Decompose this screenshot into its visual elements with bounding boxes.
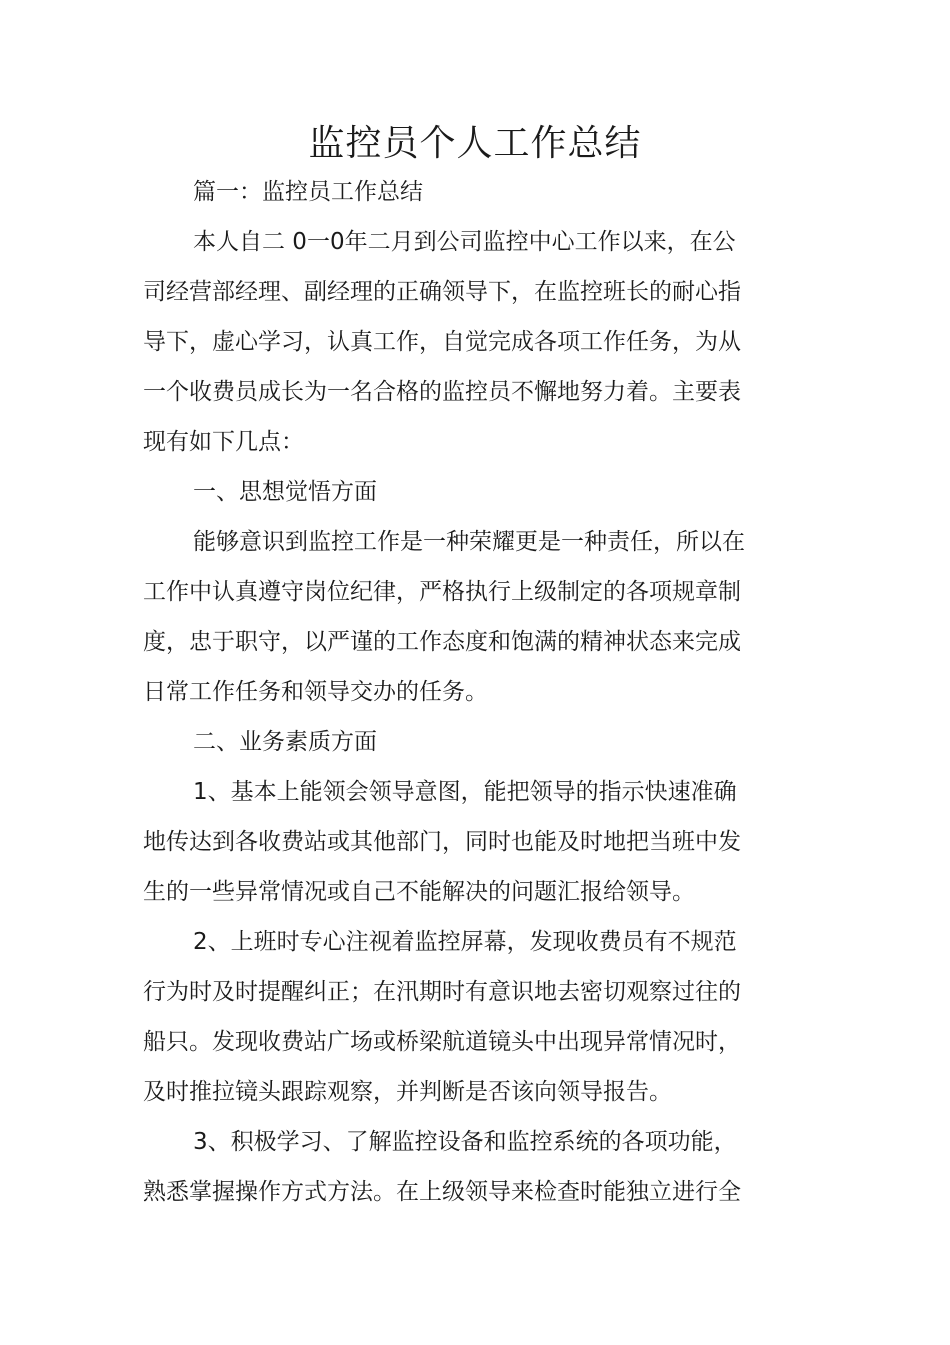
paragraph-line: 生的一些异常情况或自己不能解决的问题汇报给领导。 — [143, 879, 695, 905]
paragraph-line: 3、积极学习、了解监控设备和监控系统的各项功能， — [193, 1129, 737, 1155]
paragraph-line: 地传达到各收费站或其他部门，同时也能及时地把当班中发 — [143, 829, 741, 855]
paragraph-line: 1、基本上能领会领导意图，能把领导的指示快速准确 — [193, 779, 737, 805]
paragraph-line: 现有如下几点： — [143, 429, 304, 455]
paragraph-line: 工作中认真遵守岗位纪律，严格执行上级制定的各项规章制 — [143, 579, 741, 605]
section-heading: 篇一：监控员工作总结 — [193, 179, 423, 205]
paragraph-line: 熟悉掌握操作方式方法。在上级领导来检查时能独立进行全 — [143, 1179, 741, 1205]
paragraph-line: 导下，虚心学习，认真工作，自觉完成各项工作任务，为从 — [143, 329, 741, 355]
section-heading: 二、业务素质方面 — [193, 729, 377, 755]
paragraph-line: 2、上班时专心注视着监控屏幕，发现收费员有不规范 — [193, 929, 737, 955]
paragraph-line: 本人自二 0一0年二月到公司监控中心工作以来，在公 — [193, 229, 736, 255]
paragraph-line: 一个收费员成长为一名合格的监控员不懈地努力着。主要表 — [143, 379, 741, 405]
paragraph-line: 船只。发现收费站广场或桥梁航道镜头中出现异常情况时， — [143, 1029, 741, 1055]
paragraph-line: 能够意识到监控工作是一种荣耀更是一种责任，所以在 — [193, 529, 745, 555]
paragraph-line: 日常工作任务和领导交办的任务。 — [143, 679, 488, 705]
document-title: 监控员个人工作总结 — [308, 123, 642, 164]
paragraph-line: 行为时及时提醒纠正；在汛期时有意识地去密切观察过往的 — [143, 979, 741, 1005]
paragraph-line: 度，忠于职守，以严谨的工作态度和饱满的精神状态来完成 — [143, 629, 741, 655]
paragraph-line: 及时推拉镜头跟踪观察，并判断是否该向领导报告。 — [143, 1079, 672, 1105]
section-heading: 一、思想觉悟方面 — [193, 479, 377, 505]
paragraph-line: 司经营部经理、副经理的正确领导下，在监控班长的耐心指 — [143, 279, 741, 305]
